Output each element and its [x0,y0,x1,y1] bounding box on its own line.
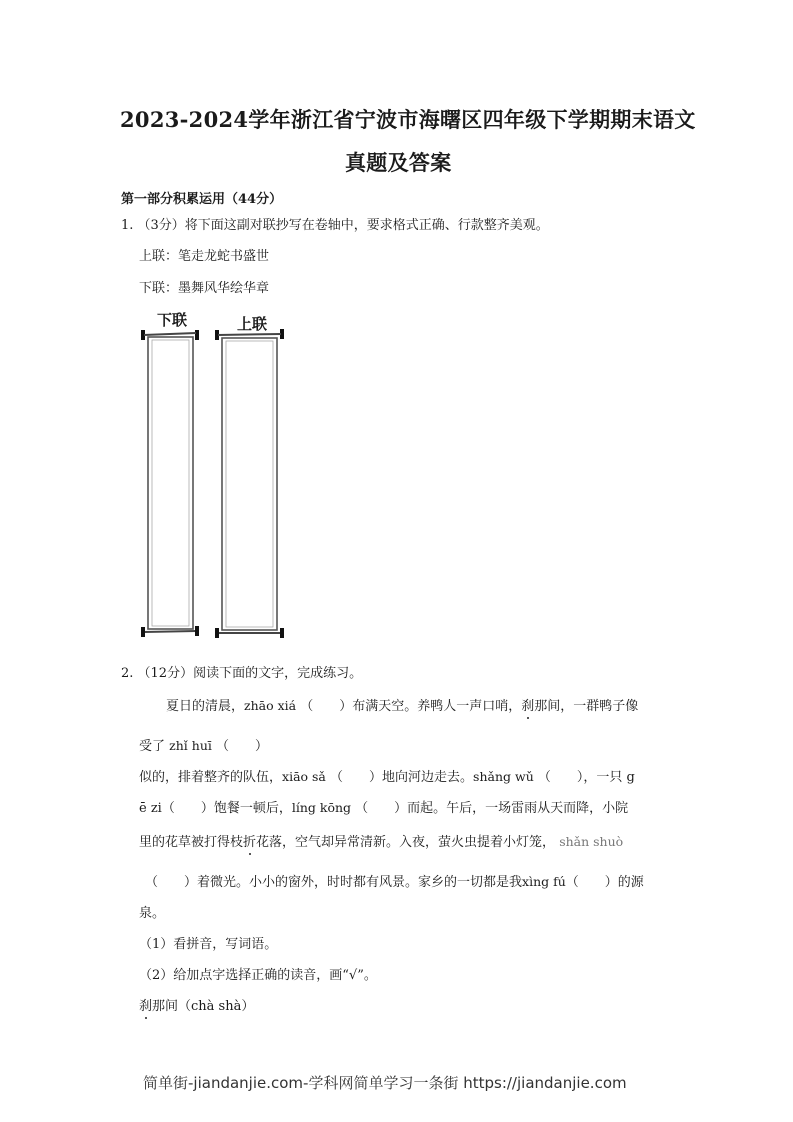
passage-line-3: 似的，排着整齐的队伍，xiāo sǎ （ ）地向河边走去。shǎng wǔ （ ），一只 g [139,769,635,785]
sub-question-2: （2）给加点字选择正确的读音，画“√”。 [139,968,377,983]
section-heading: 第一部分积累运用（44分） [121,192,283,207]
passage-line-5: 里的花草被打得枝折花落，空气却异常清新。入夜，萤火虫提着小灯笼， shǎn shuò [139,834,624,850]
scroll-right [215,329,284,638]
couplet-lower: 下联：墨舞风华绘华章 [139,281,270,296]
passage-line-6: （ ）着微光。小小的窗外，时时都有风景。家乡的一切都是我xìng fú（ ）的源 [145,874,644,890]
passage-line-2: 受了 zhǐ huī （ ） [139,738,269,754]
question-2-stem: 2. （12分）阅读下面的文字，完成练习。 [121,666,363,681]
scroll-right-label: 上联 [237,315,268,333]
footer-watermark: 简单街-jiandanjie.com-学科网简单学习一条街 https://jiandanjie.com [143,1074,627,1092]
passage-line-7: 泉。 [139,906,166,921]
scroll-figure [138,326,288,644]
sub-question-1: （1）看拼音，写词语。 [139,937,278,952]
scroll-left-label: 下联 [157,311,188,329]
passage-line-1: 夏日的清晨，zhāo xiá （ ）布满天空。养鸭人一声口哨，刹那间，一群鸭子像 [166,698,639,714]
couplet-upper: 上联：笔走龙蛇书盛世 [139,249,270,264]
page-title-line2: 真题及答案 [345,150,452,175]
sub-question-2-item: 刹那间（chà shà） [139,999,255,1014]
question-1-stem: 1. （3分）将下面这副对联抄写在卷轴中，要求格式正确、行款整齐美观。 [121,218,549,233]
scroll-left [141,330,199,637]
passage-line-4: ē zi（ ）饱餐一顿后，líng kōng （ ）而起。午后，一场雷雨从天而降，小院 [139,800,629,816]
page-title-line1: 2023-2024学年浙江省宁波市海曙区四年级下学期期末语文 [120,107,696,132]
